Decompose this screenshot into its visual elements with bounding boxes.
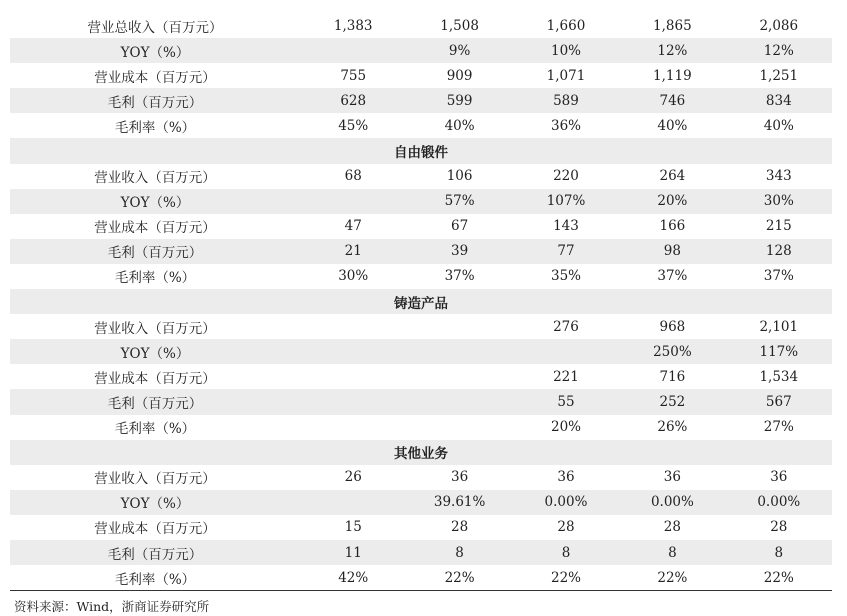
table-cell: 98 bbox=[619, 239, 725, 264]
table-cell: 68 bbox=[344, 168, 362, 185]
table-cell bbox=[406, 389, 512, 414]
table-row bbox=[10, 63, 832, 88]
table-cell bbox=[406, 314, 512, 339]
row-label: 营业成本（百万元） bbox=[94, 370, 216, 387]
table-cell: 8 bbox=[406, 540, 512, 565]
table-cell: 1,251 bbox=[759, 67, 799, 84]
table-row bbox=[10, 38, 832, 63]
table-row bbox=[10, 364, 832, 389]
table-cell: 1,071 bbox=[546, 67, 586, 84]
table-cell bbox=[406, 415, 512, 440]
row-label: 营业成本（百万元） bbox=[94, 521, 216, 538]
table-row bbox=[10, 540, 832, 565]
table-cell bbox=[300, 389, 406, 414]
table-cell: 27% bbox=[763, 419, 794, 436]
section-header-row bbox=[10, 440, 832, 465]
section-header-row bbox=[10, 138, 832, 163]
table-cell: 166 bbox=[659, 218, 686, 235]
table-row bbox=[10, 389, 832, 414]
table-cell: 0.00% bbox=[726, 490, 832, 515]
table-cell: 909 bbox=[446, 67, 473, 84]
row-label: 营业收入（百万元） bbox=[94, 170, 216, 187]
table-cell: 10% bbox=[513, 38, 619, 63]
table-cell bbox=[300, 415, 406, 440]
table-cell: 36% bbox=[550, 117, 581, 134]
table-cell: 36 bbox=[663, 469, 681, 486]
section-title: 铸造产品 bbox=[10, 289, 832, 314]
table-row bbox=[10, 189, 832, 214]
table-cell: 67 bbox=[451, 218, 469, 235]
table-row bbox=[10, 88, 832, 113]
table-cell: 42% bbox=[338, 569, 369, 586]
table-cell: 36 bbox=[451, 469, 469, 486]
table-row bbox=[10, 13, 832, 38]
table-cell: 746 bbox=[619, 88, 725, 113]
table-cell: 57% bbox=[406, 189, 512, 214]
table-cell: 755 bbox=[340, 67, 367, 84]
table-cell: 28 bbox=[451, 519, 469, 536]
table-cell: 77 bbox=[513, 239, 619, 264]
table-cell: 567 bbox=[726, 389, 832, 414]
table-cell: 20% bbox=[550, 419, 581, 436]
financial-table bbox=[10, 13, 832, 590]
row-label: 毛利率（%） bbox=[114, 270, 196, 287]
row-label: 毛利（百万元） bbox=[10, 88, 300, 113]
row-label: YOY（%） bbox=[10, 339, 300, 364]
table-cell: 21 bbox=[300, 239, 406, 264]
row-label: 毛利率（%） bbox=[114, 421, 196, 438]
table-cell: 36 bbox=[770, 469, 788, 486]
table-row bbox=[10, 339, 832, 364]
row-label: 营业收入（百万元） bbox=[94, 320, 216, 337]
table-cell: 968 bbox=[659, 318, 686, 335]
table-row bbox=[10, 415, 832, 440]
table-cell: 22% bbox=[763, 569, 794, 586]
table-row bbox=[10, 490, 832, 515]
table-cell: 40% bbox=[444, 117, 475, 134]
table-cell: 45% bbox=[338, 117, 369, 134]
table-cell: 716 bbox=[659, 368, 686, 385]
table-cell: 2,101 bbox=[759, 318, 799, 335]
row-label: YOY（%） bbox=[10, 490, 300, 515]
table-cell: 252 bbox=[619, 389, 725, 414]
table-cell: 12% bbox=[726, 38, 832, 63]
financial-table-container bbox=[10, 13, 832, 591]
table-cell: 37% bbox=[763, 268, 794, 285]
table-cell: 1,119 bbox=[653, 67, 692, 84]
table-cell: 36 bbox=[557, 469, 575, 486]
row-label: 营业收入（百万元） bbox=[94, 471, 216, 488]
table-row bbox=[10, 314, 832, 339]
row-label: 毛利率（%） bbox=[114, 571, 196, 588]
table-cell: 106 bbox=[446, 168, 473, 185]
table-cell: 22% bbox=[550, 569, 581, 586]
table-cell: 55 bbox=[513, 389, 619, 414]
table-cell: 15 bbox=[344, 519, 362, 536]
table-row bbox=[10, 465, 832, 490]
table-body bbox=[10, 13, 832, 590]
table-cell: 26 bbox=[344, 469, 362, 486]
table-cell: 39 bbox=[406, 239, 512, 264]
table-cell: 221 bbox=[553, 368, 579, 385]
table-cell bbox=[513, 339, 619, 364]
table-cell: 11 bbox=[300, 540, 406, 565]
section-title: 自由锻件 bbox=[10, 138, 832, 163]
table-cell bbox=[300, 189, 406, 214]
table-cell: 39.61% bbox=[406, 490, 512, 515]
table-cell: 343 bbox=[765, 168, 792, 185]
table-cell: 599 bbox=[406, 88, 512, 113]
table-cell: 35% bbox=[550, 268, 581, 285]
row-label: 毛利（百万元） bbox=[10, 239, 300, 264]
table-row bbox=[10, 264, 832, 289]
row-label: 营业总收入（百万元） bbox=[87, 19, 223, 36]
table-cell: 1,660 bbox=[546, 17, 586, 34]
table-cell: 1,865 bbox=[653, 17, 692, 34]
row-label: 毛利率（%） bbox=[114, 119, 196, 136]
table-cell: 26% bbox=[657, 419, 688, 436]
table-cell: 628 bbox=[300, 88, 406, 113]
table-cell bbox=[300, 339, 406, 364]
row-label: YOY（%） bbox=[10, 189, 300, 214]
table-cell: 37% bbox=[657, 268, 688, 285]
table-cell: 1,534 bbox=[759, 368, 799, 385]
table-cell: 250% bbox=[619, 339, 725, 364]
table-cell: 40% bbox=[763, 117, 794, 134]
table-cell: 128 bbox=[726, 239, 832, 264]
table-row bbox=[10, 239, 832, 264]
table-cell: 0.00% bbox=[619, 490, 725, 515]
section-title: 其他业务 bbox=[10, 440, 832, 465]
section-header-row bbox=[10, 289, 832, 314]
table-cell: 40% bbox=[657, 117, 688, 134]
table-cell: 1,383 bbox=[333, 17, 373, 34]
table-cell: 276 bbox=[553, 318, 579, 335]
table-cell: 47 bbox=[344, 218, 362, 235]
table-cell: 143 bbox=[553, 218, 579, 235]
table-cell: 30% bbox=[726, 189, 832, 214]
table-cell: 834 bbox=[726, 88, 832, 113]
table-cell: 28 bbox=[663, 519, 681, 536]
row-label: YOY（%） bbox=[10, 38, 300, 63]
table-row bbox=[10, 164, 832, 189]
table-cell: 20% bbox=[619, 189, 725, 214]
table-cell: 589 bbox=[513, 88, 619, 113]
table-cell: 264 bbox=[659, 168, 686, 185]
table-cell: 1,508 bbox=[440, 17, 479, 34]
table-cell: 28 bbox=[557, 519, 575, 536]
table-cell: 107% bbox=[513, 189, 619, 214]
row-label: 毛利（百万元） bbox=[10, 540, 300, 565]
table-cell: 8 bbox=[513, 540, 619, 565]
table-cell: 220 bbox=[553, 168, 579, 185]
table-bottom-rule bbox=[10, 590, 832, 591]
table-cell: 9% bbox=[406, 38, 512, 63]
table-cell: 37% bbox=[444, 268, 475, 285]
table-cell bbox=[406, 364, 512, 389]
row-label: 营业成本（百万元） bbox=[94, 220, 216, 237]
table-cell: 28 bbox=[770, 519, 788, 536]
table-cell bbox=[300, 490, 406, 515]
table-row bbox=[10, 515, 832, 540]
table-cell: 22% bbox=[657, 569, 688, 586]
table-cell: 22% bbox=[444, 569, 475, 586]
row-label: 毛利（百万元） bbox=[10, 389, 300, 414]
table-cell: 215 bbox=[765, 218, 792, 235]
table-cell: 0.00% bbox=[513, 490, 619, 515]
table-cell bbox=[300, 38, 406, 63]
table-cell: 8 bbox=[619, 540, 725, 565]
source-note: 资料来源：Wind，浙商证券研究所 bbox=[14, 599, 210, 614]
table-row bbox=[10, 565, 832, 590]
table-cell bbox=[406, 339, 512, 364]
table-cell bbox=[300, 364, 406, 389]
table-cell: 117% bbox=[726, 339, 832, 364]
table-row bbox=[10, 113, 832, 138]
table-row bbox=[10, 214, 832, 239]
table-cell: 8 bbox=[726, 540, 832, 565]
table-cell: 12% bbox=[619, 38, 725, 63]
table-cell bbox=[300, 314, 406, 339]
table-cell: 30% bbox=[338, 268, 369, 285]
row-label: 营业成本（百万元） bbox=[94, 69, 216, 86]
table-cell: 2,086 bbox=[759, 17, 799, 34]
